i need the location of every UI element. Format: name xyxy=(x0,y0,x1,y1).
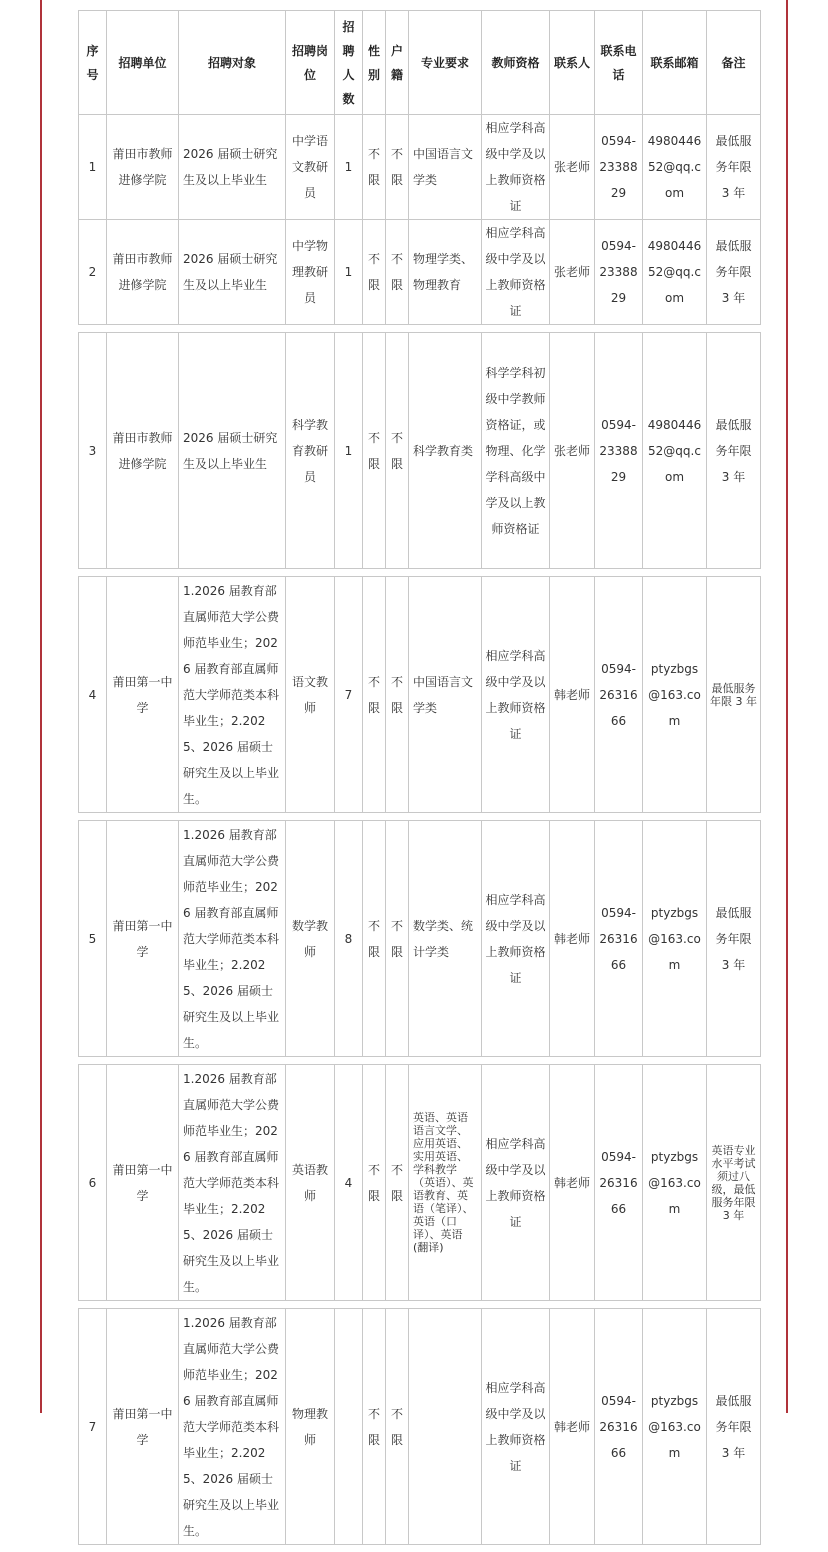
cell-count: 4 xyxy=(335,1065,363,1301)
cell-gender: 不限 xyxy=(363,821,386,1057)
cell-no: 7 xyxy=(79,1309,107,1545)
cell-qual: 相应学科高级中学及以上教师资格证 xyxy=(482,115,550,220)
cell-phone: 0594-23388 29 xyxy=(595,115,643,220)
cell-qual: 相应学科高级中学及以上教师资格证 xyxy=(482,220,550,325)
cell-contact: 张老师 xyxy=(550,220,595,325)
table-row xyxy=(79,821,761,1057)
cell-phone: 0594-26316 66 xyxy=(595,577,643,813)
cell-major: 英语、英语语言文学、应用英语、实用英语、学科教学（英语）、英语教育、英语（笔译）、英语（口译）、英语(翻译) xyxy=(409,1065,482,1301)
cell-contact: 张老师 xyxy=(550,115,595,220)
cell-email: ptyzbgs @163.com xyxy=(643,821,707,1057)
cell-major: 科学教育类 xyxy=(409,333,482,569)
header-row xyxy=(79,11,761,115)
cell-email: ptyzbgs @163.com xyxy=(643,1065,707,1301)
cell-unit: 莆田第一中学 xyxy=(107,821,179,1057)
cell-gender: 不限 xyxy=(363,1309,386,1545)
cell-count xyxy=(335,1309,363,1545)
cell-qual: 相应学科高级中学及以上教师资格证 xyxy=(482,821,550,1057)
cell-phone: 0594-26316 66 xyxy=(595,1065,643,1301)
cell-count: 7 xyxy=(335,577,363,813)
cell-post: 中学语文教研员 xyxy=(286,115,335,220)
cell-major xyxy=(409,1309,482,1545)
cell-unit: 莆田第一中学 xyxy=(107,1065,179,1301)
table-block xyxy=(78,1308,761,1545)
cell-major: 中国语言文学类 xyxy=(409,115,482,220)
header-cell: 户籍 xyxy=(386,11,409,115)
cell-no: 2 xyxy=(79,220,107,325)
cell-post: 英语教师 xyxy=(286,1065,335,1301)
cell-target: 2026 届硕士研究生及以上毕业生 xyxy=(179,115,286,220)
cell-contact: 张老师 xyxy=(550,333,595,569)
cell-email: 4980446 52@qq.com xyxy=(643,220,707,325)
cell-gender: 不限 xyxy=(363,577,386,813)
cell-unit: 莆田市教师进修学院 xyxy=(107,333,179,569)
cell-target: 2026 届硕士研究生及以上毕业生 xyxy=(179,333,286,569)
cell-no: 5 xyxy=(79,821,107,1057)
cell-phone: 0594-26316 66 xyxy=(595,1309,643,1545)
cell-note: 最低服务年限 3 年 xyxy=(707,577,761,813)
cell-note: 最低服务年限 3 年 xyxy=(707,821,761,1057)
cell-unit: 莆田市教师进修学院 xyxy=(107,220,179,325)
cell-hukou: 不限 xyxy=(386,821,409,1057)
cell-target: 2026 届硕士研究生及以上毕业生 xyxy=(179,220,286,325)
cell-hukou: 不限 xyxy=(386,115,409,220)
header-cell: 联系人 xyxy=(550,11,595,115)
cell-major: 中国语言文学类 xyxy=(409,577,482,813)
header-cell: 联系电话 xyxy=(595,11,643,115)
cell-qual: 相应学科高级中学及以上教师资格证 xyxy=(482,1065,550,1301)
cell-phone: 0594-26316 66 xyxy=(595,821,643,1057)
cell-gender: 不限 xyxy=(363,115,386,220)
cell-qual: 相应学科高级中学及以上教师资格证 xyxy=(482,577,550,813)
cell-major: 数学类、统计学类 xyxy=(409,821,482,1057)
header-cell: 备注 xyxy=(707,11,761,115)
cell-post: 中学物理教研员 xyxy=(286,220,335,325)
cell-gender: 不限 xyxy=(363,333,386,569)
table-block xyxy=(78,820,761,1057)
header-cell: 教师资格 xyxy=(482,11,550,115)
cell-contact: 韩老师 xyxy=(550,577,595,813)
header-cell: 序号 xyxy=(79,11,107,115)
cell-note: 英语专业水平考试须过八级，最低服务年限 3 年 xyxy=(707,1065,761,1301)
table-row xyxy=(79,115,761,220)
cell-hukou: 不限 xyxy=(386,220,409,325)
cell-email: 4980446 52@qq.com xyxy=(643,115,707,220)
cell-unit: 莆田第一中学 xyxy=(107,577,179,813)
header-cell: 招聘单位 xyxy=(107,11,179,115)
cell-qual: 科学学科初级中学教师资格证，或物理、化学学科高级中学及以上教师资格证 xyxy=(482,333,550,569)
cell-target: 1.2026 届教育部直属师范大学公费师范毕业生；2026 届教育部直属师范大学师范类本科毕业生；2.2025、2026 届硕士研究生及以上毕业生。 xyxy=(179,577,286,813)
cell-gender: 不限 xyxy=(363,1065,386,1301)
cell-gender: 不限 xyxy=(363,220,386,325)
cell-note: 最低服务年限 3 年 xyxy=(707,1309,761,1545)
cell-count: 1 xyxy=(335,115,363,220)
cell-hukou: 不限 xyxy=(386,1065,409,1301)
table-block xyxy=(78,332,761,569)
cell-target: 1.2026 届教育部直属师范大学公费师范毕业生；2026 届教育部直属师范大学师范类本科毕业生；2.2025、2026 届硕士研究生及以上毕业生。 xyxy=(179,1065,286,1301)
cell-unit: 莆田第一中学 xyxy=(107,1309,179,1545)
header-cell: 专业要求 xyxy=(409,11,482,115)
cell-phone: 0594-23388 29 xyxy=(595,220,643,325)
cell-contact: 韩老师 xyxy=(550,821,595,1057)
page-border-right xyxy=(786,0,788,1413)
cell-post: 物理教师 xyxy=(286,1309,335,1545)
table-row xyxy=(79,1065,761,1301)
cell-post: 数学教师 xyxy=(286,821,335,1057)
cell-post: 科学教育教研员 xyxy=(286,333,335,569)
cell-target: 1.2026 届教育部直属师范大学公费师范毕业生；2026 届教育部直属师范大学师范类本科毕业生；2.2025、2026 届硕士研究生及以上毕业生。 xyxy=(179,821,286,1057)
table-row xyxy=(79,1309,761,1545)
cell-no: 1 xyxy=(79,115,107,220)
cell-contact: 韩老师 xyxy=(550,1309,595,1545)
cell-email: 4980446 52@qq.com xyxy=(643,333,707,569)
cell-hukou: 不限 xyxy=(386,577,409,813)
cell-post: 语文教师 xyxy=(286,577,335,813)
table-block xyxy=(78,1064,761,1301)
cell-contact: 韩老师 xyxy=(550,1065,595,1301)
cell-hukou: 不限 xyxy=(386,1309,409,1545)
table-block xyxy=(78,576,761,813)
header-cell: 联系邮箱 xyxy=(643,11,707,115)
cell-no: 6 xyxy=(79,1065,107,1301)
table-row xyxy=(79,577,761,813)
cell-major: 物理学类、物理教育 xyxy=(409,220,482,325)
header-cell: 招聘岗位 xyxy=(286,11,335,115)
recruitment-table xyxy=(78,10,760,1552)
cell-no: 4 xyxy=(79,577,107,813)
header-cell: 招聘对象 xyxy=(179,11,286,115)
cell-qual: 相应学科高级中学及以上教师资格证 xyxy=(482,1309,550,1545)
header-cell: 招聘人数 xyxy=(335,11,363,115)
header-cell: 性别 xyxy=(363,11,386,115)
table-row xyxy=(79,220,761,325)
cell-email: ptyzbgs @163.com xyxy=(643,1309,707,1545)
page-border-left xyxy=(40,0,42,1413)
table-row xyxy=(79,333,761,569)
cell-email: ptyzbgs @163.com xyxy=(643,577,707,813)
cell-unit: 莆田市教师进修学院 xyxy=(107,115,179,220)
cell-count: 1 xyxy=(335,220,363,325)
cell-target: 1.2026 届教育部直属师范大学公费师范毕业生；2026 届教育部直属师范大学师范类本科毕业生；2.2025、2026 届硕士研究生及以上毕业生。 xyxy=(179,1309,286,1545)
cell-note: 最低服务年限 3 年 xyxy=(707,115,761,220)
cell-note: 最低服务年限 3 年 xyxy=(707,220,761,325)
cell-count: 8 xyxy=(335,821,363,1057)
cell-no: 3 xyxy=(79,333,107,569)
cell-hukou: 不限 xyxy=(386,333,409,569)
cell-count: 1 xyxy=(335,333,363,569)
cell-note: 最低服务年限 3 年 xyxy=(707,333,761,569)
table-header-block xyxy=(78,10,761,325)
cell-phone: 0594-23388 29 xyxy=(595,333,643,569)
